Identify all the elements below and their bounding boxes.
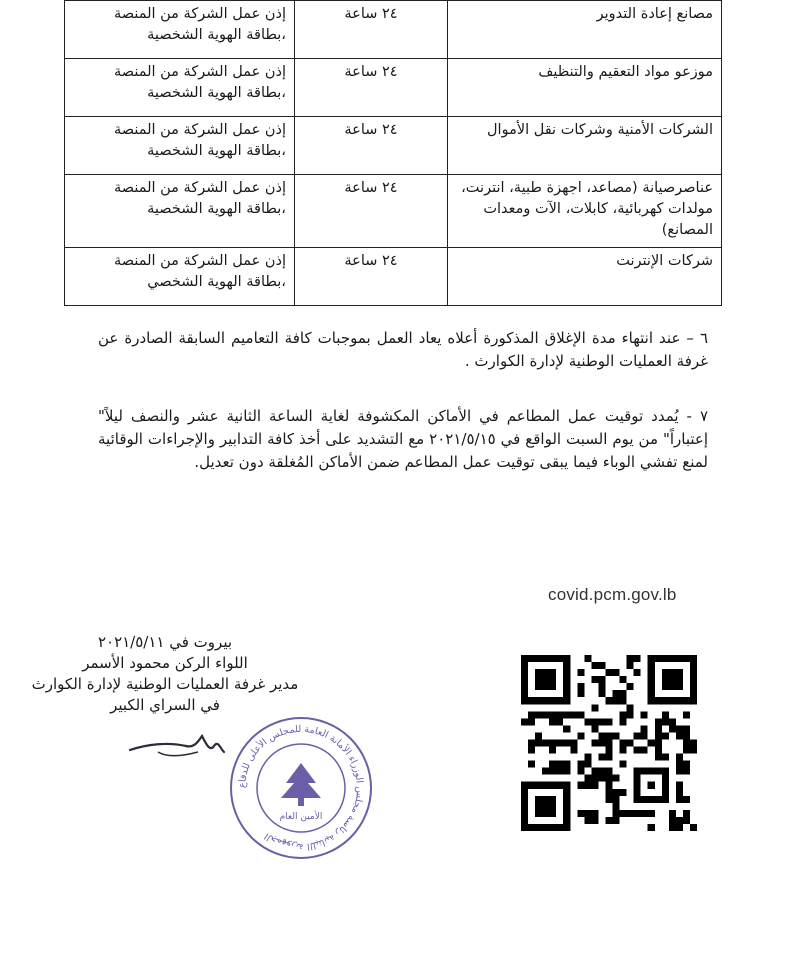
sector-cell: شركات الإنترنت: [448, 248, 722, 306]
table-row: [65, 248, 722, 306]
signature-block: [5, 632, 325, 716]
sector-hours-table: [64, 0, 722, 306]
qr-code-icon[interactable]: [521, 655, 697, 831]
document-cell: إذن عمل الشركة من المنصة ،بطاقة الهوية الشخصية: [65, 1, 295, 59]
place-date: بيروت في ٢٠٢١/٥/١١: [97, 633, 233, 651]
document-cell: إذن عمل الشركة من المنصة ،بطاقة الهوية الشخصي: [65, 248, 295, 306]
stamp-center-text: الأمين العام: [279, 812, 323, 822]
table-row: [65, 1, 722, 59]
table-row: [65, 175, 722, 248]
hours-cell: ٢٤ ساعة: [295, 1, 448, 59]
stamp-ring-text: الجمهورية اللبنانية رئاسة مجلس الوزراء الأمانة العامة للمجلس الأعلى للدفاع: [236, 723, 366, 853]
signatory-name: اللواء الركن محمود الأسمر: [82, 654, 248, 672]
sector-cell: مصانع إعادة التدوير: [448, 1, 722, 59]
signatory-title: مدير غرفة العمليات الوطنية لإدارة الكوارث: [31, 675, 299, 693]
sector-cell: عناصرصيانة (مصاعد، اجهزة طبية، انترنت، مولدات كهربائية، كابلات، الآت ومعدات المصانع): [448, 175, 722, 248]
hours-cell: ٢٤ ساعة: [295, 59, 448, 117]
sector-cell: الشركات الأمنية وشركات نقل الأموال: [448, 117, 722, 175]
official-stamp: [226, 713, 376, 863]
signatory-location: في السراي الكبير: [110, 696, 220, 714]
clause-6-paragraph: ٦ – عند انتهاء مدة الإغلاق المذكورة أعلاه يعاد العمل بموجبات كافة التعاميم السابقة الصادرة عن غرفة العمليات الوطنية لإدارة الكوارث .: [98, 329, 708, 370]
hours-cell: ٢٤ ساعة: [295, 248, 448, 306]
table-row: [65, 117, 722, 175]
document-cell: إذن عمل الشركة من المنصة ،بطاقة الهوية الشخصية: [65, 175, 295, 248]
hours-cell: ٢٤ ساعة: [295, 117, 448, 175]
table-row: [65, 59, 722, 117]
hours-cell: ٢٤ ساعة: [295, 175, 448, 248]
cedar-icon: [281, 763, 321, 806]
document-cell: إذن عمل الشركة من المنصة ،بطاقة الهوية الشخصية: [65, 117, 295, 175]
document-cell: إذن عمل الشركة من المنصة ،بطاقة الهوية الشخصية: [65, 59, 295, 117]
sector-cell: موزعو مواد التعقيم والتنظيف: [448, 59, 722, 117]
handwritten-signature: [128, 722, 228, 772]
clause-7-paragraph: ٧ - يُمدد توقيت عمل المطاعم في الأماكن المكشوفة لغاية الساعة الثانية عشر والنصف ليلاً" إعتباراً" من يوم السبت الواقع في ٢٠٢١/٥/١٥ مع التشديد على أخذ كافة التدابير والإجراءات الوقائية لمنع تفشي الوباء فيما يبقى توقيت عمل المطاعم ضمن الأماكن المُغلقة دون تعديل.: [98, 407, 708, 471]
website-url[interactable]: covid.pcm.gov.lb: [548, 585, 677, 604]
